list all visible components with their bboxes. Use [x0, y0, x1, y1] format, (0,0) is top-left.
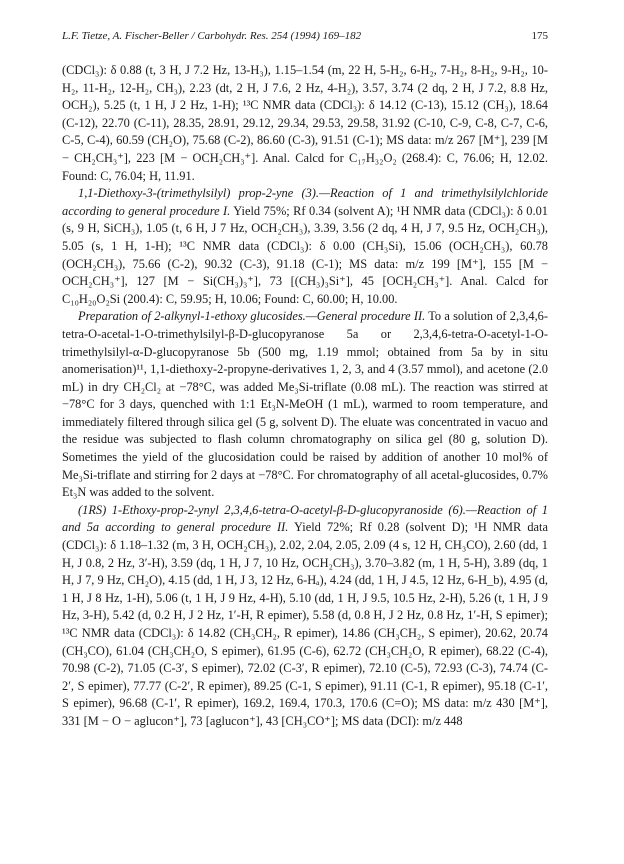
page-number: 175 — [531, 30, 548, 42]
paragraph-title: 1,1-Diethoxy-3-(trimethylsilyl) prop-2-yne (3).—Reaction of 1 and trimethylsilylchloride according to general procedure I. — [62, 186, 548, 218]
paragraph-1 — [62, 62, 548, 185]
paragraph-4 — [62, 502, 548, 731]
paragraph-text: Yield 72%; Rf 0.28 (solvent D); ¹H NMR data (CDCl₃): δ 1.18–1.32 (m, 3 H, OCH₂CH₃), 2.02, 2.04, 2.05, 2.09 (4 s, 12 H, CH₃CO), 2.60 (dd, 1 H, J 0.8, 2 Hz, 3′-H), 3.59 (dq, 1 H, J 7, 10 Hz, OCH₂CH₃), 3.70–3.82 (m, 1 H, 5-H), 3.89 (dq, 1 H, J 7, 9 Hz, CH₂O), 4.15 (dd, 1 H, J 3, 12 Hz, 6-Hₐ), 4.24 (dd, 1 H, J 4.5, 12 Hz, 6-H_b), 4.95 (d, 1 H, J 8 Hz, 1-H), 5.06 (t, 1 H, J 9 Hz, 4-H), 5.10 (dd, 1 H, J 9.5, 10.5 Hz, 2-H), 5.26 (t, 1 H, J 9 Hz, 3-H), 5.42 (d, 0.2 H, J 2 Hz, 1′-H, R epimer), 5.58 (d, 0.8 H, J 2 Hz, 0.8 Hz, 1′-H, S epimer); ¹³C NMR data (CDCl₃): δ 14.82 (CH₃CH₂, R epimer), 14.86 (CH₃CH₂, S epimer), 20.62, 20.74 (CH₃CO), 61.04 (CH₃CH₂O, S epimer), 61.95 (C-6), 62.72 (CH₃CH₂O, R epimer), 68.22 (C-4), 70.98 (C-2), 71.05 (C-3′, S epimer), 72.02 (C-3′, R epimer), 72.10 (C-5), 72.93 (C-3), 74.74 (C-2′, S epimer), 77.77 (C-2′, R epimer), 89.25 (C-1, S epimer), 91.11 (C-1, R epimer), 95.18 (C-1′, S epimer), 96.68 (C-1′, R epimer), 169.2, 169.4, 170.3, 170.6 (C=O); MS data: m/z 430 [M⁺], 331 [M − O − aglucon⁺], 73 [aglucon⁺], 43 [CH₃CO⁺]; MS data (DCI): m/z 448 — [62, 520, 548, 728]
paragraph-title: Preparation of 2-alkynyl-1-ethoxy glucosides.—General procedure II. — [78, 309, 426, 324]
paragraph-text: Yield 75%; Rf 0.34 (solvent A); ¹H NMR data (CDCl₃): δ 0.01 (s, 9 H, SiCH₃), 1.05 (t, 6 H, J 7 Hz, OCH₂CH₃), 3.39, 3.56 (2 dq, 4 H, J 7, 9.5 Hz, OCH₂CH₃), 5.05 (s, 1 H, 1-H); ¹³C NMR data (CDCl₃): δ 0.00 (CH₃Si), 15.06 (OCH₂CH₃), 60.78 (OCH₂CH₃), 75.66 (C-2), 90.32 (C-3), 91.18 (C-1); MS data: m/z 199 [M⁺], 155 [M − OCH₂CH₃⁺], 127 [M − Si(CH₃)₃⁺], 73 [(CH₃)₃Si⁺], 45 [OCH₂CH₃⁺]. Anal. Calcd for C₁₀H₂₀O₂Si (200.4): C, 59.95; H, 10.06; Found: C, 60.00; H, 10.00. — [62, 203, 548, 306]
paragraph-text: (CDCl₃): δ 0.88 (t, 3 H, J 7.2 Hz, 13-H₃), 1.15–1.54 (m, 22 H, 5-H₂, 6-H₂, 7-H₂, 8-H₂, 9-H₂, 10-H₂, 11-H₂, 12-H₂, CH₃), 2.23 (dt, 2 H, J 7.6, 2 Hz, 4-H₂), 3.57, 3.74 (2 dq, 2 H, J 7.2, 8.8 Hz, OCH₂), 5.25 (t, 1 H, J 2 Hz, 1-H); ¹³C NMR data (CDCl₃): δ 14.12 (C-13), 15.12 (CH₃), 18.64 (C-12), 22.70 (C-11), 28.35, 28.91, 29.12, 29.34, 29.53, 29.58, 31.92 (C-10, C-9, C-8, C-7, C-6, C-5, C-4), 60.59 (CH₂O), 75.68 (C-2), 86.60 (C-3), 91.51 (C-1); MS data: m/z 267 [M⁺], 239 [M − CH₂CH₃⁺], 223 [M − OCH₂CH₃⁺]. Anal. Calcd for C₁₇H₃₂O₂ (268.4): C, 76.06; H, 12.02. Found: C, 76.04; H, 11.91. — [62, 63, 548, 183]
article-body — [62, 62, 548, 731]
running-header — [62, 30, 548, 48]
running-head: L.F. Tietze, A. Fischer-Beller / Carbohydr. Res. 254 (1994) 169–182 — [62, 30, 362, 42]
paragraph-2 — [62, 185, 548, 308]
paragraph-text: To a solution of 2,3,4,6-tetra-O-acetal-1-O-trimethylsilyl-β-D-glucopyranose 5a or 2,3,4,6-tetra-O-acetyl-1-O-trimethylsilyl-α-D-glucopyranose 5b (500 mg, 1.19 mmol; obtained from 5a by in situ anomerisation)¹¹, 1,1-diethoxy-2-propyne-derivatives 1, 2, 3, and 4 (3.57 mmol), and acetone (2.0 mL) in dry CH₂Cl₂ at −78°C, was added Me₃Si-triflate (0.08 mL). The reaction was stirred at −78°C for 3 days, quenched with 1:1 Et₃N-MeOH (1 mL), warmed to room temperature, and immediately filtered through silica gel (5 g, solvent D). The eluate was concentrated in vacuo and the residue was subjected to flash column chromatography on silica gel (80 g, solution D). Sometimes the yield of the glucosidation could be raised by addition of another 10 mol% of Me₃Si-triflate and stirring for 2 days at −78°C. For chromatography of all acetal-glucosides, 0.7% Et₃N was added to the solvent. — [62, 309, 548, 500]
paragraph-3 — [62, 308, 548, 502]
paragraph-title: (1RS) 1-Ethoxy-prop-2-ynyl 2,3,4,6-tetra-O-acetyl-β-D-glucopyranoside (6).—Reaction of 1 and 5a according to general procedure II. — [62, 502, 548, 535]
